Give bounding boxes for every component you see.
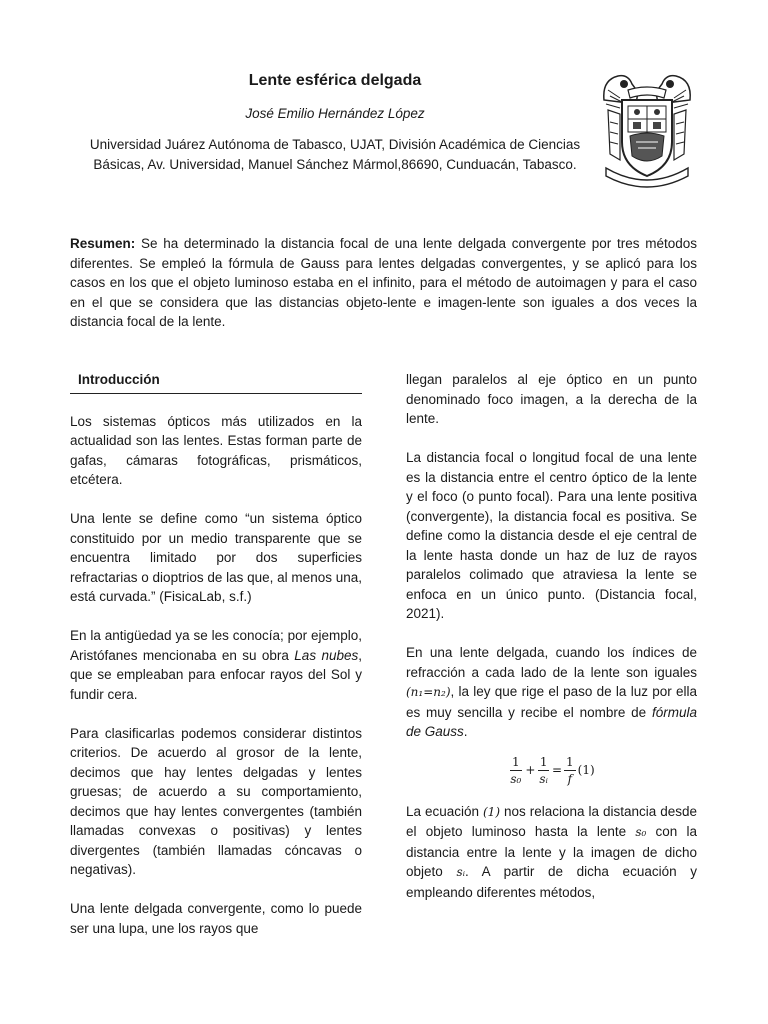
abstract-text: Se ha determinado la distancia focal de una lente delgada convergente por tres métodos diferentes. Se empleó la fórmula de Gauss para lentes delgadas convergentes, y se aplicó para los casos en los que el objeto luminoso estaba en el infinito, para el método de autoimagen y para el caso en el que se considera que las distancias objeto-lente e imagen-lente son iguales a dos veces la distancia focal de la lente.	[70, 236, 697, 329]
fraction: $\frac{1}{\text{s₀}}$	[510, 755, 522, 786]
equation-ref: (1)	[483, 804, 500, 819]
paragraph: En una lente delgada, cuando los índices de refracción a cada lado de la lente son iguales (n₁=n₂), la ley que rige el paso de la luz por ella es muy sencilla y recibe el nombre de fórmula de Gauss.	[406, 645, 697, 739]
author-name: José Emilio Hernández López	[245, 106, 425, 121]
right-column	[406, 370, 697, 902]
paper-title: Lente esférica delgada	[248, 72, 422, 89]
fraction: $\frac{1}{\text{sᵢ}}$	[539, 755, 548, 786]
paragraph: llegan paralelos al eje óptico en un punto denominado foco imagen, a la derecha de la lente.	[406, 372, 697, 426]
paragraph: Una lente se define como “un sistema óptico constituido por un medio transparente que se encuentra limitado por dos superficies refractarias o dioptrios de las que, al menos una, está curvada.” (FisicaLab, s.f.)	[70, 511, 362, 604]
affiliation: Universidad Juárez Autónoma de Tabasco, UJAT, División Académica de Ciencias Básicas, Av. Universidad, Manuel Sánchez Mármol,86690, Cunduacán, Tabasco.	[89, 137, 581, 172]
inline-math: (n₁=n₂)	[406, 685, 451, 699]
university-logo	[598, 70, 696, 194]
ujat-seal-icon	[598, 70, 696, 194]
paragraph: Una lente delgada convergente, como lo puede ser una lupa, une los rayos que	[70, 901, 362, 936]
paragraph: Los sistemas ópticos más utilizados en la actualidad son las lentes. Estas forman parte de gafas, cámaras fotográficas, prismáticos, etcétera.	[70, 413, 362, 487]
fraction: $\frac{1}{f}$	[566, 755, 574, 786]
symbol-si: sᵢ	[456, 865, 466, 879]
equation-label: (1)	[577, 762, 595, 777]
paragraph: Para clasificarlas podemos considerar distintos criterios. De acuerdo al grosor de la lente, decimos que hay lentes delgadas y lentes gruesas; de acuerdo a su comportamiento, decimos que hay lentes convergentes (también llamadas convexas o positivas) y lentes divergentes (también llamadas cóncavas o negativas).	[70, 725, 362, 877]
abstract-label: Resumen:	[70, 236, 136, 251]
section-heading-introduccion: Introducción	[70, 370, 362, 394]
abstract	[70, 234, 697, 332]
paragraph: La distancia focal o longitud focal de una lente es la distancia entre el centro óptico de la lente y el foco (o punto focal). Para una lente positiva (convergente), la distancia focal es positiva. Se define como la distancia desde el eje central de la lente hasta donde un haz de luz de rayos paralelos colimado que atraviesa la lente se enfoca en un único punto. (Distancia focal, 2021).	[406, 450, 697, 621]
paragraph: En la antigüedad ya se les conocía; por ejemplo, Aristófanes mencionaba en su obra Las nubes, que se empleaban para enfocar rayos del Sol y fundir cera.	[70, 628, 362, 702]
symbol-s0: s₀	[635, 825, 647, 839]
gauss-equation: $\frac{1}{\text{s₀}}$ + $\frac{1}{\text{sᵢ}}$ = $\frac{1}{f}$ (1)	[510, 755, 595, 786]
italic-title: Las nubes	[294, 647, 359, 663]
left-column	[70, 370, 362, 938]
paragraph: La ecuación (1) nos relaciona la distancia desde el objeto luminoso hasta la lente s₀ con la distancia entre la lente y la imagen de dicho objeto sᵢ. A partir de dicha ecuación y empleando diferentes métodos,	[406, 803, 697, 900]
italic-term: fórmula de Gauss	[406, 704, 697, 739]
